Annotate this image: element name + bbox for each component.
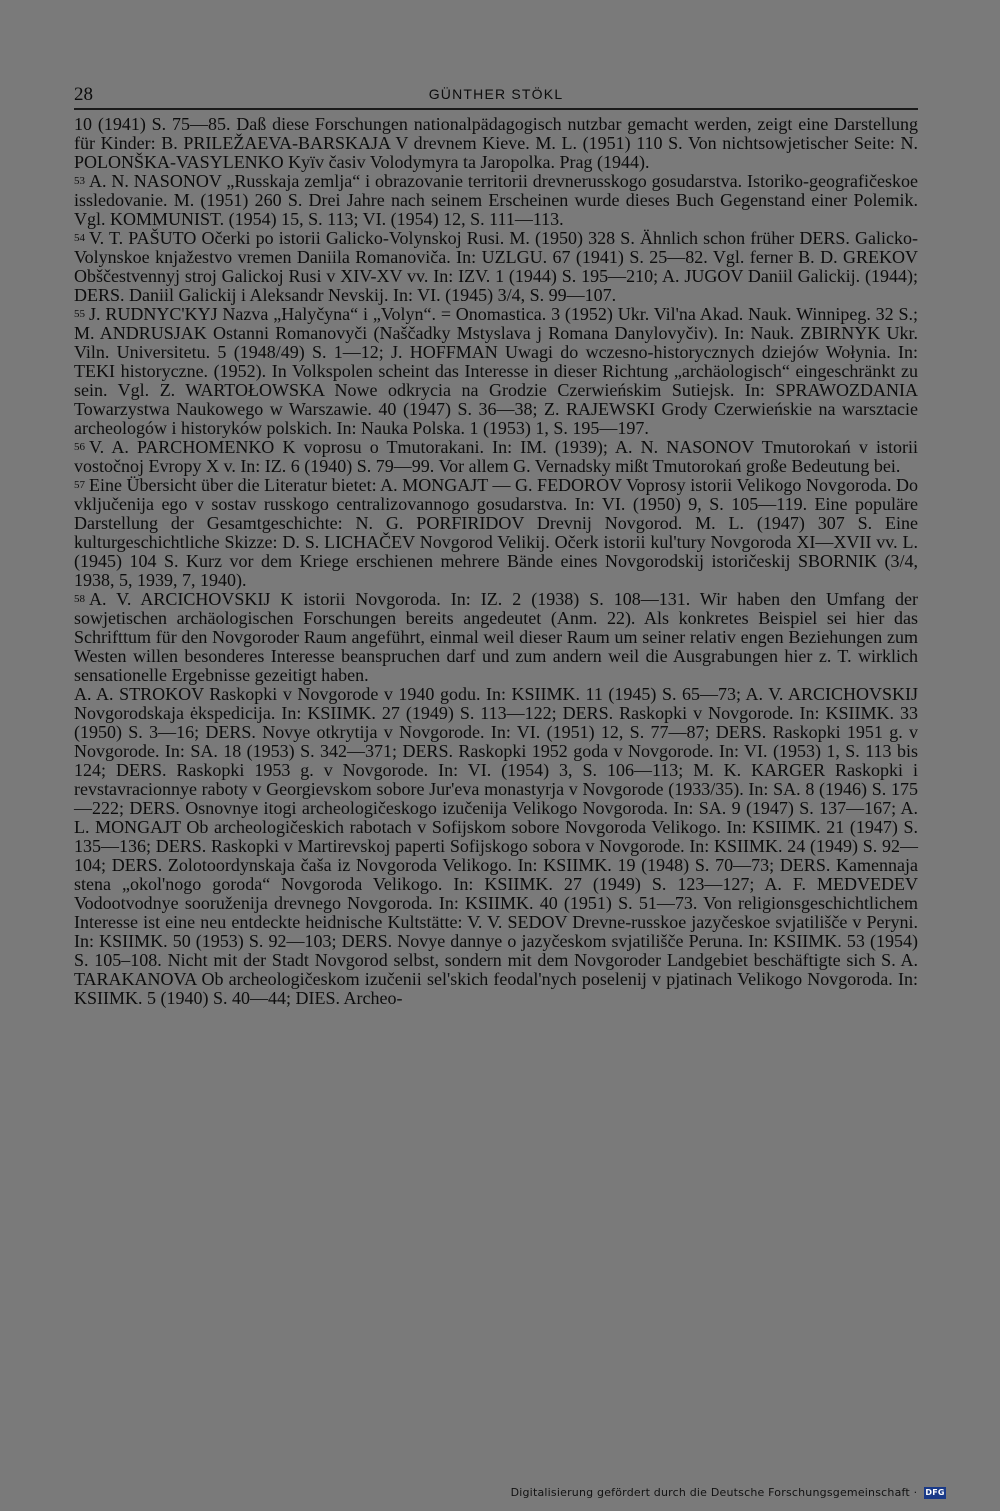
footnote-text: A. V. ARCICHOVSKIJ K istorii Novgoroda. In: IZ. 2 (1938) S. 108—131. Wir haben den Umfang der sowjetischen archäologischen Forschungen bereits angedeutet (Anm. 22). Als konkretes Beispiel sei hier das Schrifttum für den Novgoroder Raum angeführt, einmal weil dieser Raum um seiner relativ engen Beziehungen zum Westen willen besonderes Interesse beanspruchen darf und zum andern weil die Ausgrabungen hier z. T. wirklich sensationelle Ergebnisse gezeitigt haben. <box>74 589 918 685</box>
footnote-text: Eine Übersicht über die Literatur bietet: A. MONGAJT — G. FEDOROV Voprosy istorii Velikogo Novgoroda. Do vključenija ego v sostav russkogo centralizovannogo gosudarstva. In: VI. (1950) 9, S. 105—119. Eine populäre Darstellung der Gesamtgeschichte: N. G. PORFIRIDOV Drevnij Novgorod. M. L. (1947) 307 S. Eine kulturgeschichtliche Skizze: D. S. LICHAČEV Novgorod Velikij. Očerk istorii kul'tury Novgoroda XI—XVII vv. L. (1945) 104 S. Kurz vor dem Kriege erschienen mehrere Bände eines Novgorodskij istoričeskij SBORNIK (3/4, 1938, 5, 1939, 7, 1940). <box>74 475 918 590</box>
footnote-number: 56 <box>74 441 85 453</box>
footnote-58-continuation: A. A. STROKOV Raskopki v Novgorode v 1940 godu. In: KSIIMK. 11 (1945) S. 65—73; A. V. ARCICHOVSKIJ Novgorodskaja ėkspedicija. In: KSIIMK. 27 (1949) S. 113—122; DERS. Raskopki v Novgorode. In: KSIIMK. 33 (1950) S. 3—16; DERS. Novye otkrytija v Novgorode. In: VI. (1951) 12, S. 77—87; DERS. Raskopki 1951 g. v Novgorode. In: SA. 18 (1953) S. 342—371; DERS. Raskopki 1952 goda v Novgorode. In: VI. (1953) 1, S. 113 bis 124; DERS. Raskopki 1953 g. v Novgorode. In: VI. (1954) 3, S. 106—113; M. K. KARGER Raskopki i revstavracionnye raboty v Georgievskom sobore Jur'eva monastyrja v Novgorode (1933/35). In: SA. 8 (1946) S. 175—222; DERS. Osnovnye itogi archeologičeskogo izučenija Velikogo Novgoroda. In: SA. 9 (1947) S. 137—167; A. L. MONGAJT Ob archeologičeskich rabotach v Sofijskom sobore Novgoroda Velikogo. In: KSIIMK. 21 (1947) S. 135—136; DERS. Raskopki v Martirevskoj paperti Sofijskogo sobora v Novgorode. In: KSIIMK. 24 (1949) S. 92—104; DERS. Zolotoordynskaja čaša iz Novgoroda Velikogo. In: KSIIMK. 19 (1948) S. 70—73; DERS. Kamennaja stena „okol'nogo goroda“ Novgoroda Velikogo. In: KSIIMK. 27 (1949) S. 123—127; A. F. MEDVEDEV Vodootvodnye sooruženija drevnego Novgoroda. In: KSIIMK. 40 (1951) S. 51—73. Von religionsgeschichtlichem Interesse ist eine neu entdeckte heidnische Kultstätte: V. V. SEDOV Drevne-russkoe jazyčeskoe svjatilišče v Peryni. In: KSIIMK. 50 (1953) S. 92—103; DERS. Novye dannye o jazyčeskom svjatilišče Peruna. In: KSIIMK. 53 (1954) S. 105–108. Nicht mit der Stadt Novgorod selbst, sondern mit dem Novgoroder Landgebiet beschäftigte sich S. A. TARAKANOVA Ob archeologičeskom izučenii sel'skich feodal'nych poselenij v pjatinach Velikogo Novgoroda. In: KSIIMK. 5 (1940) S. 40—44; DIES. Archeo- <box>74 684 918 1008</box>
footnote-text: V. T. PAŠUTO Očerki po istorii Galicko-Volynskoj Rusi. M. (1950) 328 S. Ähnlich schon früher DERS. Galicko-Volynskoe knjažestvo vremen Daniila Romanoviča. In: UZLGU. 67 (1941) S. 25—82. Vgl. ferner B. D. GREKOV Obščestvennyj stroj Galickoj Rusi v XIV-XV vv. In: IZV. 1 (1944) S. 195—210; A. JUGOV Daniil Galickij. (1944); DERS. Daniil Galickij i Aleksandr Nevskij. In: VI. (1945) 3/4, S. 99—107. <box>74 228 918 305</box>
digitization-credit: Digitalisierung gefördert durch die Deutsche Forschungsgemeinschaft · DFG <box>510 1486 945 1499</box>
continuation-paragraph: 10 (1941) S. 75—85. Daß diese Forschungen nationalpädagogisch nutzbar gemacht werden, zeigt eine Darstellung für Kinder: B. PRILEŽAEVA-BARSKAJA V drevnem Kieve. M. L. (1951) 110 S. Von nichtsowjetischer Seite: N. POLONŠKA-VASYLENKO Kyïv časiv Volodymyra ta Jaropolka. Prag (1944). <box>74 114 918 172</box>
footnote-text: A. N. NASONOV „Russkaja zemlja“ i obrazovanie territorii drevnerusskogo gosudarstva. Istoriko-geografičeskoe issledovanie. M. (1951) 260 S. Drei Jahre nach seinem Erscheinen wurde dieses Buch Gegenstand einer Polemik. Vgl. KOMMUNIST. (1954) 15, S. 113; VI. (1954) 12, S. 111—113. <box>74 171 918 229</box>
footnote-56 <box>74 438 918 476</box>
running-head: GÜNTHER STÖKL <box>428 86 564 102</box>
footnote-number: 57 <box>74 479 85 491</box>
footnote-number: 53 <box>74 175 85 187</box>
page-header <box>74 84 918 106</box>
footnote-55 <box>74 305 918 438</box>
footnote-53 <box>74 172 918 229</box>
footnote-body <box>74 115 918 1008</box>
header-rule <box>74 108 918 110</box>
footnote-number: 54 <box>74 232 85 244</box>
footnote-54 <box>74 229 918 305</box>
footnote-text: J. RUDNYC'KYJ Nazva „Halyčyna“ i „Volyn“. = Onomastica. 3 (1952) Ukr. Vil'na Akad. Nauk. Winnipeg. 32 S.; M. ANDRUSJAK Ostanni Romanovyči (Naščadky Mstyslava j Romana Danylovyčiv). In: Nauk. ZBIRNYK Ukr. Viln. Universitetu. 5 (1948/49) S. 1—12; J. HOFFMAN Uwagi do wczesno-historycznych dziejów Wołynia. In: TEKI historyczne. (1952). In Volkspolen scheint das Interesse in dieser Richtung „archäologisch“ eingeschränkt zu sein. Vgl. Z. WARTOŁOWSKA Nowe odkrycia na Grodzie Czerwieńskim Sutiejsk. In: SPRAWOZDANIA Towarzystwa Naukowego w Warszawie. 40 (1947) S. 36—38; Z. RAJEWSKI Grody Czerwieńskie na warsztacie archeologów i historyków polskich. In: Nauka Polska. 1 (1953) 1, S. 195—197. <box>74 304 918 438</box>
footnote-number: 58 <box>74 593 85 605</box>
footnote-text: V. A. PARCHOMENKO K voprosu o Tmutorakani. In: IM. (1939); A. N. NASONOV Tmutorokań v istorii vostočnoj Evropy X v. In: IZ. 6 (1940) S. 79—99. Vor allem G. Vernadsky mißt Tmutorokań große Bedeutung bei. <box>74 437 918 476</box>
credit-text: Digitalisierung gefördert durch die Deutsche Forschungsgemeinschaft <box>510 1486 910 1499</box>
page-number: 28 <box>74 84 93 105</box>
footnote-number: 55 <box>74 308 85 320</box>
dfg-logo-icon: DFG <box>925 1488 945 1497</box>
footnote-58 <box>74 590 918 685</box>
footnote-57 <box>74 476 918 590</box>
